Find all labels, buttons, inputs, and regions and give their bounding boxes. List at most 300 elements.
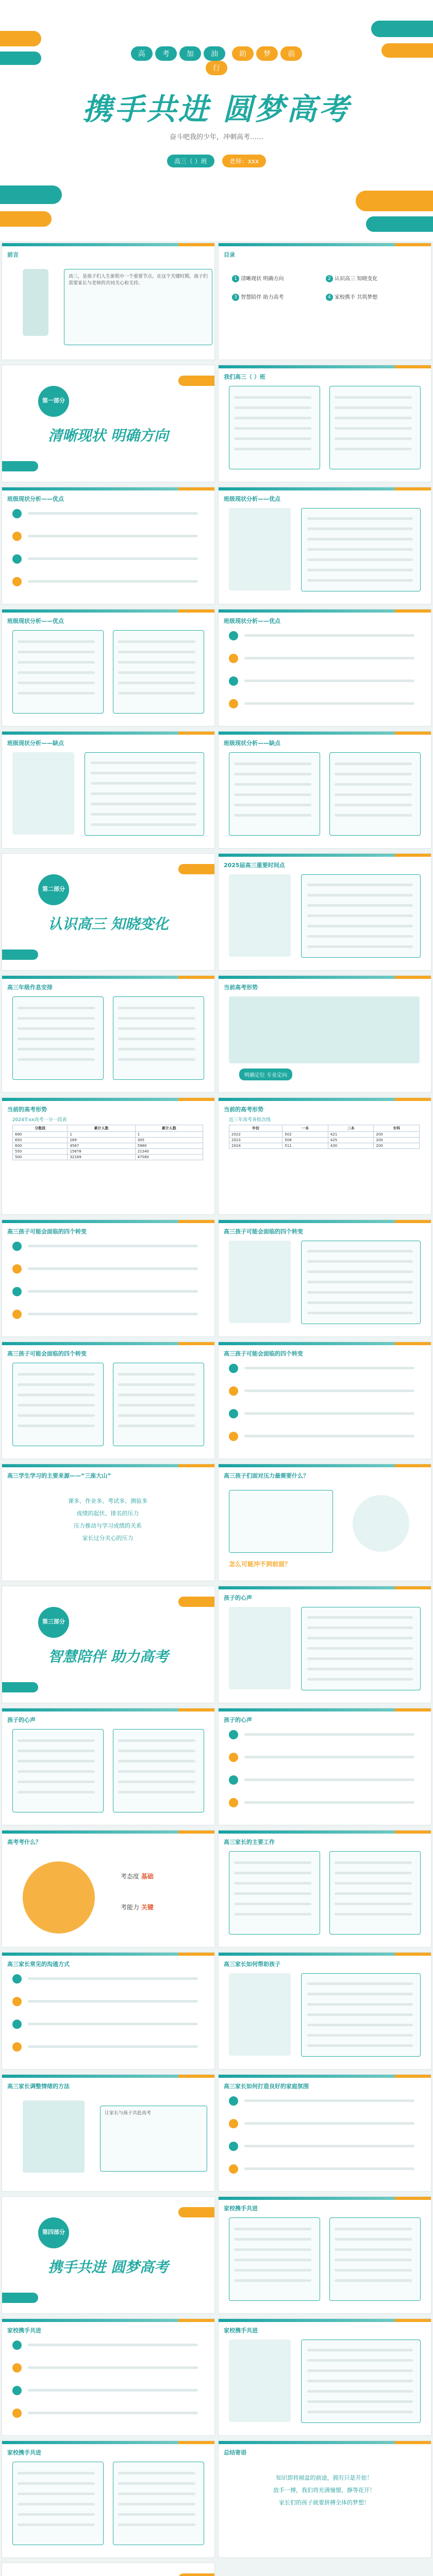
bullet-icon: [12, 2020, 22, 2029]
header-accent: [178, 1953, 214, 1956]
table-cell: 500: [13, 1155, 68, 1160]
slide-mood: [2, 2075, 214, 2191]
toc-item-label: 认识高三 知晓变化: [335, 276, 378, 282]
text-line: [307, 579, 413, 582]
text-line: [307, 2013, 413, 2016]
text-line: [118, 2503, 195, 2505]
text-line: [307, 2411, 413, 2413]
slide-title: 班级现状分析——优点: [224, 618, 280, 624]
table-header: 一本: [282, 1125, 328, 1132]
toc-item-label: 清晰现状 明确方向: [241, 276, 284, 282]
cover-tag: 油: [204, 46, 225, 61]
text-line: [28, 580, 198, 583]
slide-title: 我们高三（ ）班: [224, 374, 265, 380]
slide-scores2: [219, 1098, 431, 1214]
section-number: 第三部分: [42, 1618, 65, 1625]
table-cell: 289: [68, 1138, 135, 1143]
decor-blob: [356, 191, 433, 211]
text-line: [307, 528, 413, 530]
slide-changes1: [2, 1220, 214, 1336]
slide-title: 高三年级作息安排: [7, 984, 53, 991]
slide-current: [219, 976, 431, 1092]
photo-caption: 明确定位 专业定向: [239, 1069, 292, 1080]
slide-thanks: [2, 2563, 214, 2576]
table-cell: 200: [374, 1143, 420, 1149]
text-line: [307, 1291, 413, 1294]
text-line: [18, 661, 95, 664]
section-title: 认识高三 知晓变化: [48, 916, 169, 933]
bullet-icon: [12, 554, 22, 564]
text-line: [234, 1882, 311, 1885]
cover-tag: 助: [232, 46, 254, 61]
slide-changes3: [2, 1342, 214, 1459]
text-line: [91, 803, 196, 805]
text-line: [234, 804, 311, 806]
header-accent: [395, 1953, 431, 1956]
text-line: [335, 2238, 412, 2241]
decor-blob: [2, 1682, 38, 1692]
text-line: [118, 1770, 195, 1773]
illustration: [12, 752, 74, 835]
text-line: [307, 1668, 413, 1670]
table-row: [229, 1143, 420, 1149]
text-line: [18, 1760, 95, 1762]
bullet-icon: [229, 2119, 238, 2128]
cover-subtitle: 奋斗吧我的少年，冲刺高考……: [169, 133, 263, 141]
slide-title: 高三孩子们面对压力最需要什么？: [224, 1472, 309, 1479]
text-line: [118, 1791, 195, 1793]
table-cell: 502: [282, 1132, 328, 1138]
text-line: [18, 651, 95, 653]
header-accent: [178, 1708, 214, 1711]
slide-title: 高三学生学习的主要来源——“三座大山”: [7, 1472, 111, 1479]
text-line: [118, 682, 195, 684]
table-cell: 305: [135, 1138, 203, 1143]
table-cell: 690: [13, 1132, 68, 1138]
text-line: [28, 2389, 198, 2392]
slide-title: 孩子的心声: [224, 1717, 252, 1723]
text-line: 压力推动与学习成绩的关系: [74, 1522, 142, 1529]
bullet-icon: [229, 1409, 238, 1418]
header-accent: [178, 1342, 214, 1345]
slide-title: 高三家长如何打造良好的家庭氛围: [224, 2083, 309, 2090]
text-line: [118, 1038, 195, 1040]
text-line: 课多、作业多、考试多、测验多: [68, 1498, 147, 1504]
text-line: [307, 1250, 413, 1252]
slide-coop3: [219, 2319, 431, 2435]
text-line: [28, 2000, 198, 2003]
text-line: [244, 2122, 414, 2125]
text-line: [244, 1389, 414, 1392]
bullet-icon: [229, 1432, 238, 1441]
number-icon: 2: [326, 275, 333, 282]
header-accent: [178, 243, 214, 246]
header-accent: [395, 609, 431, 613]
illustration: [229, 874, 291, 957]
content-box: [229, 1490, 333, 1553]
table-title: 近三年高考各批次线: [229, 1117, 271, 1123]
exam-tag: 关键: [141, 1904, 154, 1911]
text-line: [234, 448, 311, 450]
header-accent: [395, 976, 431, 979]
table-row: [229, 1132, 420, 1138]
text-line: [307, 2003, 413, 2006]
slide-analysis1: [2, 487, 214, 604]
text-line: [244, 2167, 414, 2170]
text-line: [307, 1982, 413, 1985]
toc-item-label: 家校携手 共筑梦想: [335, 295, 378, 300]
cover-tag: 前: [280, 46, 302, 61]
text-line: [335, 2269, 412, 2272]
text-line: [118, 1750, 195, 1752]
text-line: [28, 2344, 198, 2346]
bullet-icon: [12, 509, 22, 518]
text-line: [335, 417, 412, 419]
text-line: [18, 2523, 95, 2526]
table-cell: 1: [135, 1132, 203, 1138]
slide-mind2: [2, 1708, 214, 1825]
slide-schedule: [219, 854, 431, 970]
exam-tag: 考态度: [121, 1873, 140, 1880]
text-line: [118, 1404, 195, 1406]
exam-tag: 基础: [141, 1873, 154, 1880]
text-line: [335, 762, 412, 765]
text-line: 放手一搏，我们将充满憧憬，静等花开！: [273, 2487, 375, 2494]
text-line: [118, 1048, 195, 1050]
text-line: [335, 448, 412, 450]
header-accent: [178, 1464, 214, 1467]
decor-blob: [0, 185, 62, 204]
text-line: [18, 1007, 95, 1009]
text-line: [244, 1778, 414, 1781]
slide-title: 高三家长的主要工作: [224, 1839, 275, 1845]
text-line: [18, 1038, 95, 1040]
text-line: 成绩的起伏、排名的压力: [76, 1510, 139, 1517]
text-line: [307, 945, 413, 948]
text-line: [18, 1048, 95, 1050]
text-line: [307, 1993, 413, 1995]
slide-title: 高三家长常见的沟通方式: [7, 1961, 70, 1968]
bullet-icon: [229, 1730, 238, 1739]
text-line: [18, 1425, 95, 1427]
table-row: [13, 1132, 203, 1138]
slide-title: 当前的高考形势: [7, 1106, 47, 1113]
table-cell: 508: [282, 1138, 328, 1143]
preface-text: 高三，是孩子们人生旅程中一个重要节点。在这个关键时期，孩子们需要家长与老师的共同关心和支持。: [64, 269, 212, 345]
text-line: [335, 793, 412, 796]
table-row: [13, 1149, 203, 1155]
text-line: [18, 1058, 95, 1061]
class-label: 高三（ ）班: [167, 155, 214, 167]
text-line: [28, 535, 198, 537]
text-line: [307, 2044, 413, 2047]
text-line: [118, 692, 195, 694]
slide-tips: [219, 1953, 431, 2069]
bullet-icon: [12, 1974, 22, 1984]
text-line: [18, 1373, 95, 1376]
text-line: [335, 2279, 412, 2282]
text-line: [335, 406, 412, 409]
slide-title: 当前高考形势: [224, 984, 258, 991]
bullet-icon: [229, 676, 238, 686]
text-line: [234, 1903, 311, 1905]
toc-item: [232, 274, 320, 282]
slide-changes2: [219, 1220, 431, 1336]
bullet-icon: [229, 1753, 238, 1762]
slide-toc: [219, 243, 431, 360]
section-number: 第一部分: [42, 397, 65, 404]
text-line: [307, 904, 413, 907]
decor-blob: [178, 376, 214, 386]
table-cell: 511: [282, 1143, 328, 1149]
bullet-icon: [12, 1264, 22, 1274]
slide-final1: [219, 2441, 431, 2557]
table-cell: 550: [13, 1149, 68, 1155]
text-line: [28, 1313, 198, 1315]
text-line: [118, 2493, 195, 2495]
exam-tag: 考能力: [121, 1904, 140, 1911]
decor-blob: [2, 461, 38, 471]
header-accent: [395, 243, 431, 246]
decor-blob: [366, 216, 433, 232]
text-line: [244, 680, 414, 682]
text-line: [18, 692, 95, 694]
text-line: [244, 2145, 414, 2147]
number-icon: 4: [326, 294, 333, 301]
text-line: [91, 813, 196, 816]
text-line: [28, 557, 198, 560]
table-cell: 47560: [135, 1155, 203, 1160]
slide-family: [219, 2075, 431, 2191]
illustration: [229, 508, 291, 590]
header-accent: [395, 1342, 431, 1345]
decor-blob: [178, 864, 214, 874]
text-line: [234, 2269, 311, 2272]
text-line: [18, 1739, 95, 1742]
text-line: 知识即将倾盆的前途，拥有只是开始！: [276, 2475, 373, 2481]
text-line: [118, 1007, 195, 1009]
text-line: [118, 661, 195, 664]
text-line: [234, 396, 311, 399]
text-line: [307, 538, 413, 540]
text-line: [118, 1394, 195, 1396]
text-line: [335, 804, 412, 806]
bullet-icon: [229, 654, 238, 663]
text-line: [28, 512, 198, 515]
table-cell: 1: [68, 1132, 135, 1138]
bullet-icon: [12, 577, 22, 586]
text-line: [118, 2472, 195, 2475]
toc-item: [232, 293, 320, 301]
section-title: 智慧陪伴 助力高考: [48, 1648, 169, 1665]
header-accent: [178, 2441, 214, 2444]
text-line: [118, 1058, 195, 1061]
slide-title: 家校携手共进: [7, 2327, 41, 2334]
text-line: [118, 1017, 195, 1020]
text-line: [335, 2259, 412, 2261]
slide-title: 班级现状分析——优点: [7, 618, 64, 624]
text-line: [335, 1892, 412, 1895]
cover-tag: 高: [131, 46, 153, 61]
text-line: [18, 1394, 95, 1396]
question-text: 怎么可能冲不到前面？: [229, 1561, 291, 1568]
text-line: [118, 1414, 195, 1417]
text-line: [307, 1270, 413, 1273]
text-line: [335, 1872, 412, 1874]
text-line: [307, 2034, 413, 2037]
cover-title: 携手共进 圆梦高考: [82, 92, 351, 127]
decor-blob: [0, 52, 41, 65]
decor-blob: [0, 31, 41, 46]
header-accent: [395, 1831, 431, 1834]
fist-icon: [353, 1495, 409, 1552]
header-accent: [178, 1220, 214, 1223]
table-header: 累计人数: [68, 1125, 135, 1132]
header-accent: [395, 1708, 431, 1711]
section-number: 第四部分: [42, 2229, 65, 2235]
text-line: [307, 2390, 413, 2393]
cover-tag: 梦: [256, 46, 278, 61]
text-line: [18, 1781, 95, 1783]
bullet-icon: [229, 1364, 238, 1373]
text-line: [118, 671, 195, 674]
score-table: [12, 1125, 203, 1160]
text-line: [28, 2045, 198, 2048]
header-accent: [178, 609, 214, 613]
text-line: [244, 1733, 414, 1736]
slide-title: 家校携手共进: [224, 2205, 258, 2212]
text-line: [307, 548, 413, 551]
slide-title: 家校携手共进: [7, 2449, 41, 2456]
cover-tag: 加: [179, 46, 201, 61]
text-line: [118, 640, 195, 643]
table-cell: 21340: [135, 1149, 203, 1155]
text-line: [28, 2023, 198, 2025]
slide-sec2: [2, 854, 214, 970]
section-number: 第二部分: [42, 886, 65, 892]
text-line: [18, 2482, 95, 2485]
toc-item: [326, 293, 413, 301]
text-line: [307, 1647, 413, 1650]
text-line: [234, 437, 311, 440]
text-line: [307, 1637, 413, 1639]
table-cell: 600: [13, 1143, 68, 1149]
slide-sec1: [2, 365, 214, 482]
text-line: [335, 1903, 412, 1905]
slide-title: 目录: [224, 251, 235, 258]
header-accent: [395, 2075, 431, 2078]
illustration: [229, 1973, 291, 2056]
text-line: [234, 1861, 311, 1864]
slide-sec3: [2, 1586, 214, 1703]
table-cell: 15678: [68, 1149, 135, 1155]
text-line: [18, 2513, 95, 2516]
text-line: [335, 2228, 412, 2230]
decor-blob: [2, 2293, 38, 2303]
slide-title: 高三孩子可能会面临的四个转变: [7, 1350, 87, 1357]
header-accent: [178, 732, 214, 735]
bullet-icon: [12, 2042, 22, 2052]
slide-exam: [2, 1831, 214, 1947]
text-line: [18, 1404, 95, 1406]
text-line: [234, 1913, 311, 1916]
slide-title: 高三孩子可能会面临的四个转变: [224, 1228, 303, 1235]
header-accent: [395, 854, 431, 857]
cover-tag: 考: [155, 46, 177, 61]
header-accent: [395, 1098, 431, 1101]
header-accent: [395, 2197, 431, 2200]
text-line: [234, 773, 311, 775]
table-row: [229, 1138, 420, 1143]
bullet-icon: [12, 532, 22, 541]
cover-tag: 行: [206, 61, 227, 75]
text-line: [244, 2099, 414, 2102]
bullet-icon: [229, 1386, 238, 1396]
decor-blob: [178, 2207, 214, 2217]
header-accent: [178, 1831, 214, 1834]
text-line: [244, 702, 414, 705]
section-title: 携手共进 圆梦高考: [48, 2259, 169, 2276]
text-line: [307, 884, 413, 886]
text-line: [307, 1626, 413, 1629]
header-accent: [395, 2441, 431, 2444]
text-line: [118, 1425, 195, 1427]
slide-plan: [2, 976, 214, 1092]
text-line: 家长过分关心的压力: [82, 1535, 134, 1541]
header-accent: [395, 2319, 431, 2322]
bullet-icon: [229, 2164, 238, 2174]
text-line: [307, 2359, 413, 2362]
bullet-icon: [12, 1287, 22, 1296]
slide-analysis2: [219, 487, 431, 604]
text-line: [118, 651, 195, 653]
text-line: [118, 2513, 195, 2516]
text-line: [118, 2523, 195, 2526]
bullet-icon: [229, 2142, 238, 2151]
header-accent: [395, 365, 431, 368]
slide-changes4: [219, 1342, 431, 1459]
number-icon: 1: [232, 275, 239, 282]
header-accent: [395, 487, 431, 490]
text-line: [28, 2366, 198, 2369]
cover-tags: [129, 46, 304, 75]
decor-blob: [371, 21, 433, 37]
text-line: [234, 406, 311, 409]
decor-blob: [0, 211, 52, 227]
slide-sec4: [2, 2197, 214, 2313]
header-accent: [395, 1464, 431, 1467]
toc-item-label: 智慧陪伴 助力高考: [241, 295, 284, 300]
text-line: [307, 1616, 413, 1619]
header-accent: [395, 732, 431, 735]
text-line: [234, 2238, 311, 2241]
text-line: [28, 1977, 198, 1980]
slide-title: 高三孩子可能会面临的四个转变: [7, 1228, 87, 1235]
text-line: [307, 1281, 413, 1283]
slide-communicate: [2, 1953, 214, 2069]
text-line: [335, 1913, 412, 1916]
text-line: [234, 427, 311, 430]
table-cell: 2023: [229, 1138, 282, 1143]
text-line: [234, 2228, 311, 2230]
text-line: [118, 2482, 195, 2485]
illustration: [229, 1607, 291, 1689]
text-line: [307, 935, 413, 938]
text-line: [18, 640, 95, 643]
text-line: [244, 634, 414, 637]
bullet-icon: [229, 631, 238, 640]
slide-title: 家校携手共进: [224, 2327, 258, 2334]
